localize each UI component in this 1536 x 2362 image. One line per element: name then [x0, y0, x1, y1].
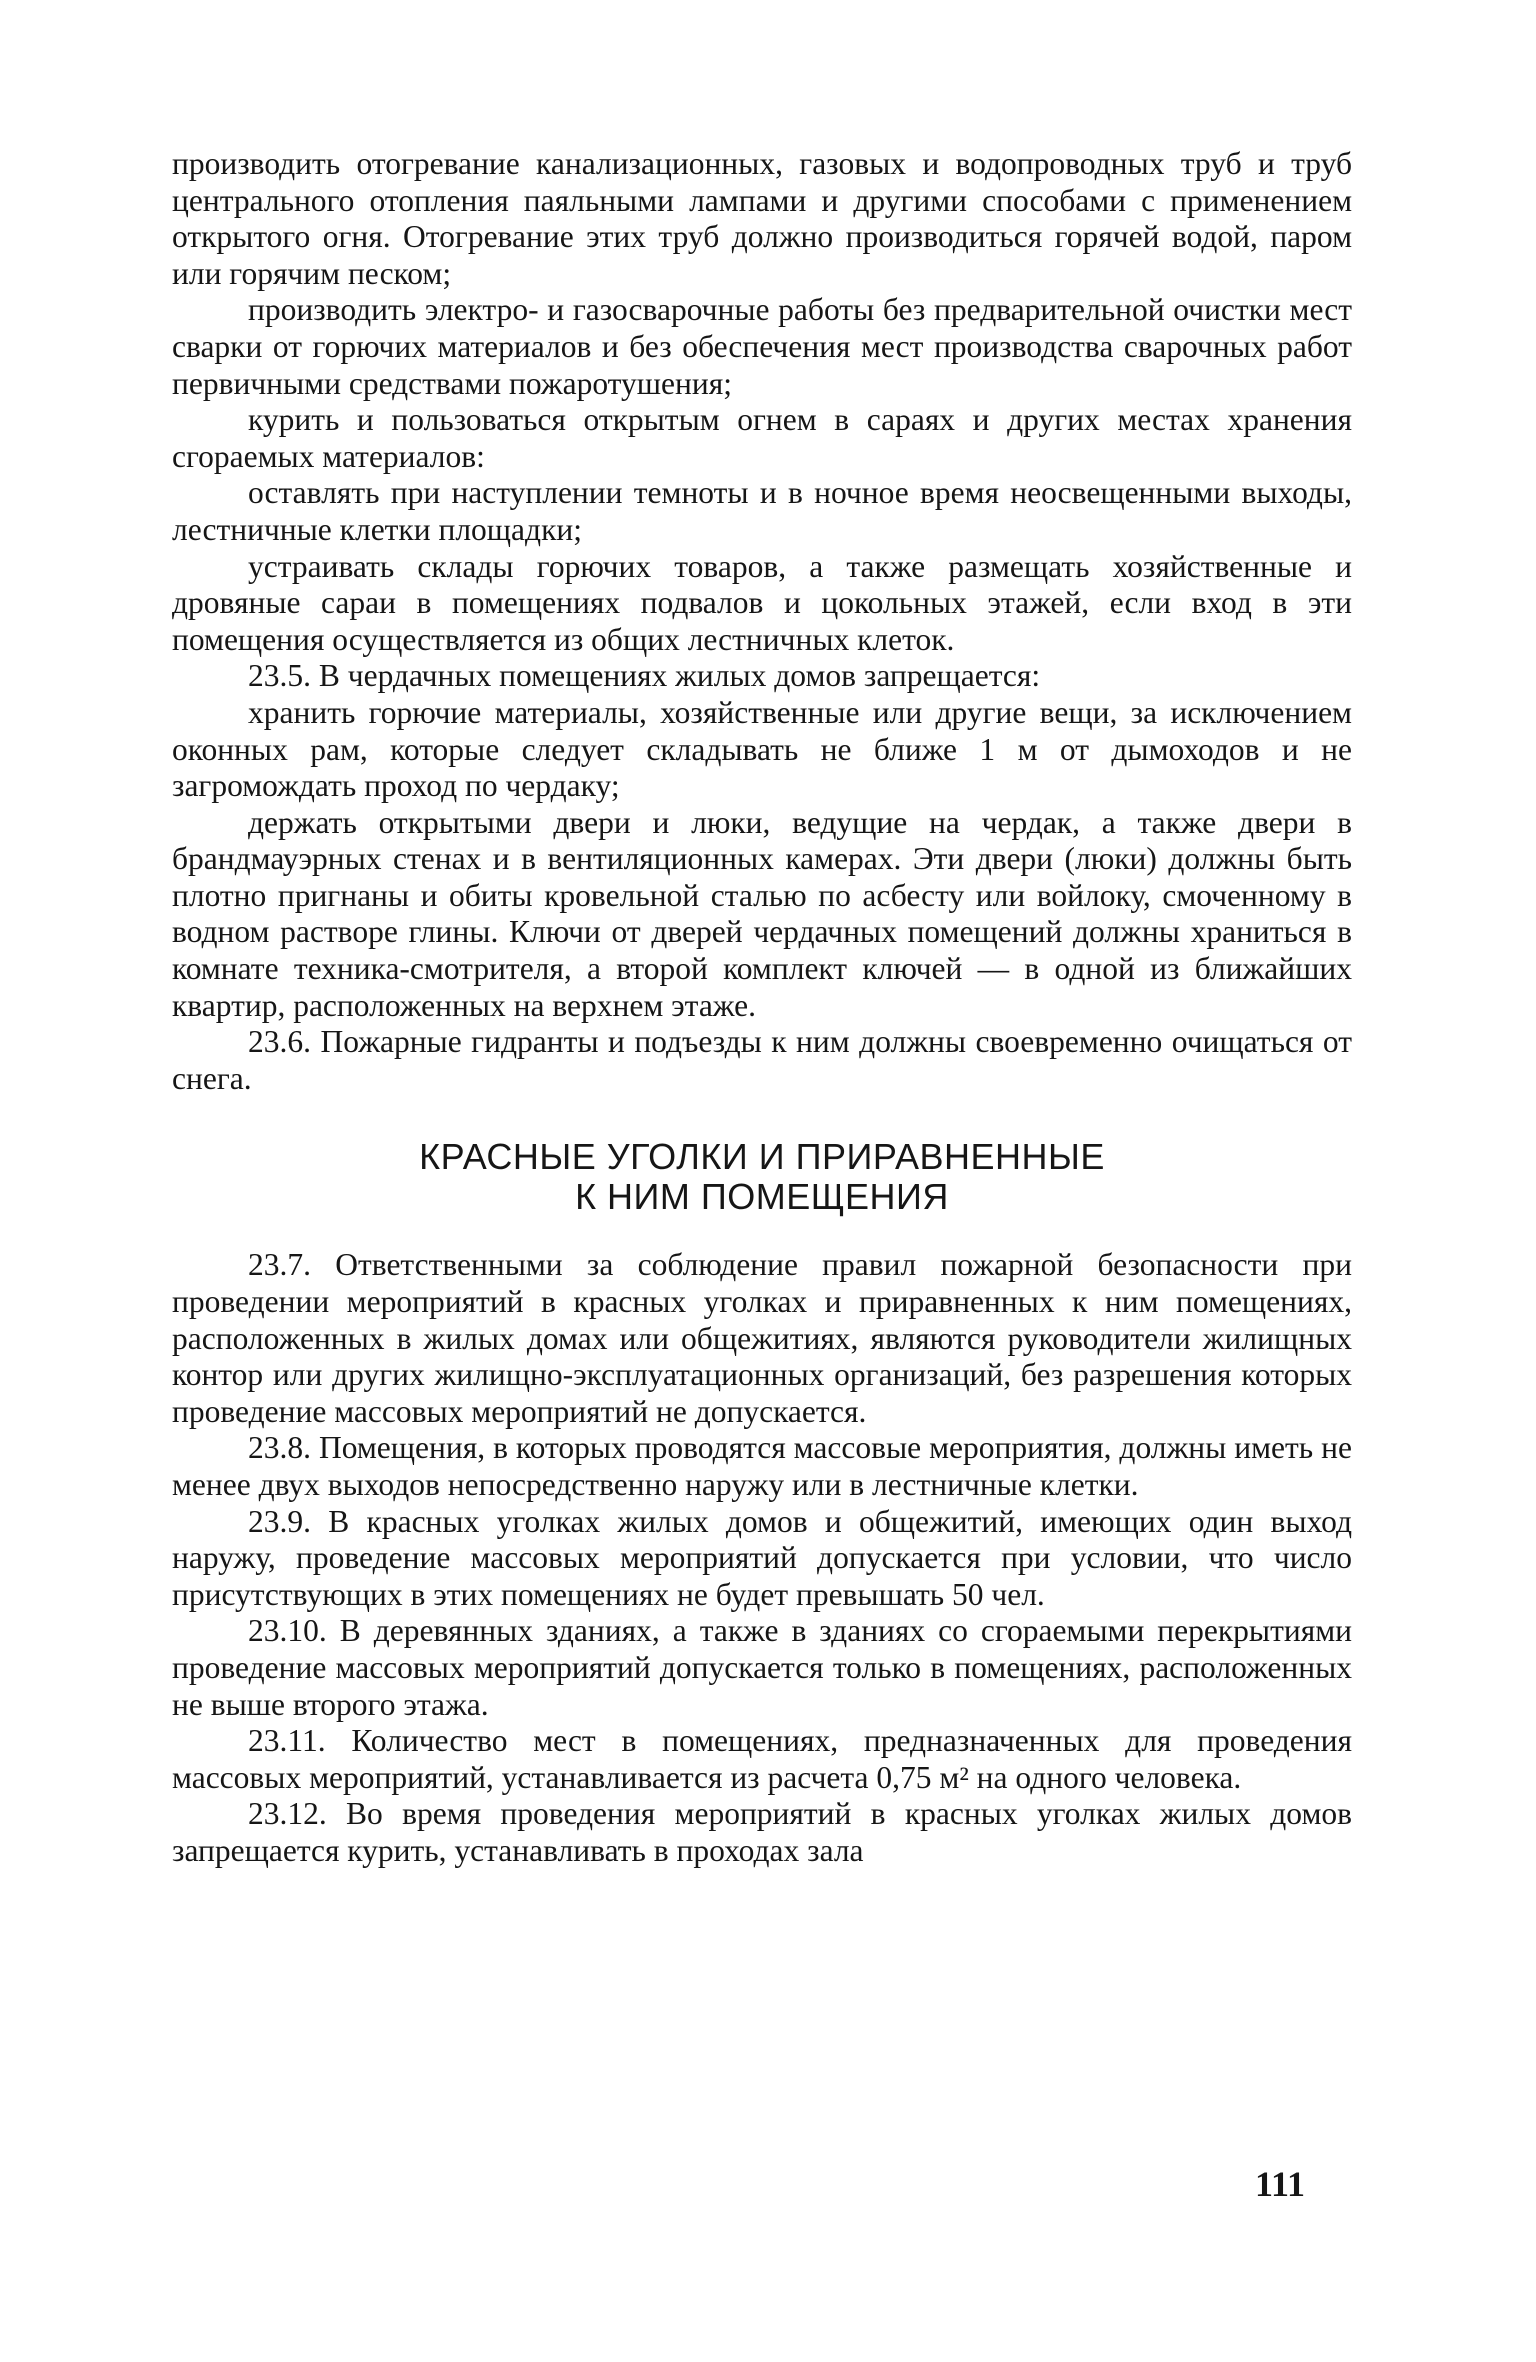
paragraph: производить электро- и газосварочные работы без предварительной очистки мест сварки от горючих материалов и без обеспечения мест производства сварочных работ первичными средствами пожаротушения; — [172, 292, 1352, 401]
paragraph: оставлять при наступлении темноты и в ночное время неосвещенными выходы, лестничные клетки площадки; — [172, 475, 1352, 547]
section-heading — [172, 1137, 1352, 1217]
paragraph: 23.6. Пожарные гидранты и подъезды к ним должны своевременно очищаться от снега. — [172, 1024, 1352, 1096]
paragraph: 23.8. Помещения, в которых проводятся массовые мероприятия, должны иметь не менее двух выходов непосредственно наружу или в лестничные клетки. — [172, 1430, 1352, 1502]
heading-line-1: КРАСНЫЕ УГОЛКИ И ПРИРАВНЕННЫЕ — [419, 1136, 1105, 1178]
paragraph: хранить горючие материалы, хозяйственные или другие вещи, за исключением оконных рам, которые следует складывать не ближе 1 м от дымоходов и не загромождать проход по чердаку; — [172, 694, 1352, 804]
heading-line-2: К НИМ ПОМЕЩЕНИЯ — [575, 1176, 949, 1218]
paragraph: курить и пользоваться открытым огнем в сараях и других местах хранения сгораемых материалов: — [172, 402, 1352, 474]
page-number: 111 — [1255, 2164, 1306, 2204]
section-intro: 23.5. В чердачных помещениях жилых домов запрещается: — [248, 658, 1041, 694]
paragraph: 23.9. В красных уголках жилых домов и общежитий, имеющих один выход наружу, проведение массовых мероприятий допускается при условии, что число присутствующих в этих помещениях не будет превышать 50 чел. — [172, 1503, 1352, 1612]
document-page — [172, 146, 1352, 2296]
paragraph: производить отогревание канализационных, газовых и водопроводных труб и труб центрального отопления паяльными лампами и другими способами с применением открытого огня. Отогревание этих труб должно производиться горячей водой, паром или горячим песком; — [172, 146, 1352, 291]
paragraph: 23.7. Ответственными за соблюдение правил пожарной безопасности при проведении мероприятий в красных уголках и приравненных к ним помещениях, расположенных в жилых домах или общежитиях, являются руководители жилищных контор или других жилищно-эксплуатационных организаций, без разрешения которых проведение массовых мероприятий не допускается. — [172, 1247, 1352, 1429]
paragraph: 23.11. Количество мест в помещениях, предназначенных для проведения массовых мероприятий, устанавливается из расчета 0,75 м² на одного человека. — [172, 1723, 1352, 1795]
paragraph: устраивать склады горючих товаров, а также размещать хозяйственные и дровяные сараи в помещениях подвалов и цокольных этажей, если вход в эти помещения осуществляется из общих лестничных клеток. — [172, 548, 1352, 657]
paragraph: 23.10. В деревянных зданиях, а также в зданиях со сгораемыми перекрытиями проведение массовых мероприятий допускается только в помещениях, расположенных не выше второго этажа. — [172, 1613, 1352, 1722]
paragraph: держать открытыми двери и люки, ведущие на чердак, а также двери в брандмауэрных стенах и в вентиляционных камерах. Эти двери (люки) должны быть плотно пригнаны и обиты кровельной сталью по асбесту или войлоку, смоченному в водном растворе глины. Ключи от дверей чердачных помещений должны храниться в комнате техника-смотрителя, а второй комплект ключей — в одной из ближайших квартир, расположенных на верхнем этаже. — [172, 804, 1352, 1023]
paragraph: 23.12. Во время проведения мероприятий в красных уголках жилых домов запрещается курить, устанавливать в проходах зала — [172, 1796, 1352, 1868]
